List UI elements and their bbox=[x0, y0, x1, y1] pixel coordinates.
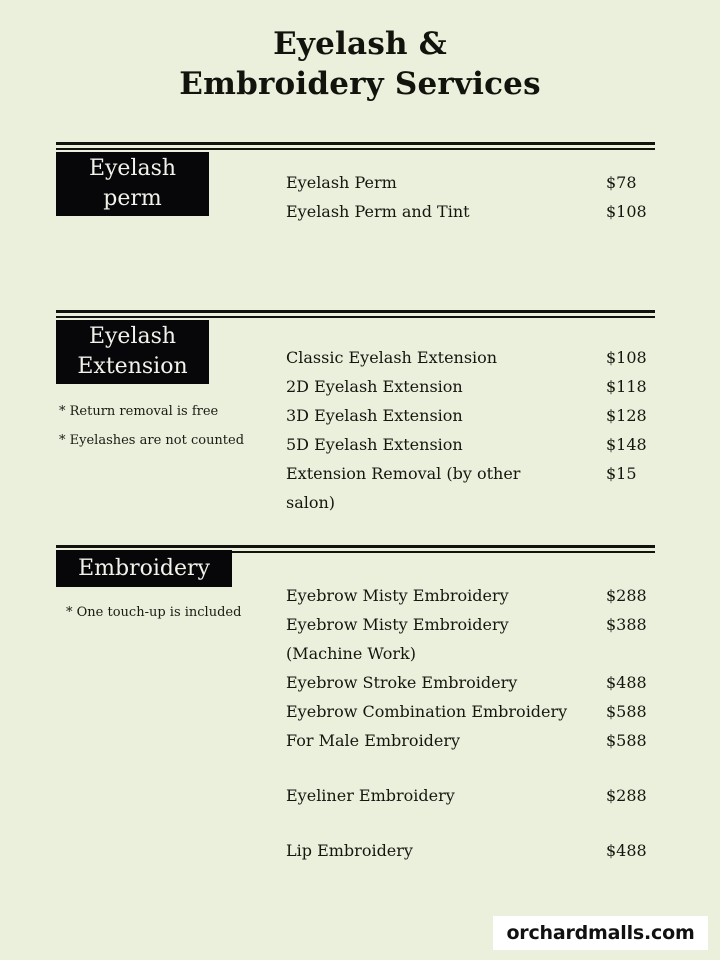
watermark-text: orchardmalls.com bbox=[506, 922, 695, 944]
price-row bbox=[286, 168, 656, 197]
service-name: Eyebrow Combination Embroidery bbox=[286, 702, 568, 721]
section-tag-line-1: Eyelash bbox=[88, 156, 177, 181]
service-price: $288 bbox=[606, 586, 647, 605]
section-tag-line-1: Embroidery bbox=[78, 555, 210, 581]
service-price: $78 bbox=[606, 173, 637, 192]
service-name: 3D Eyelash Extension bbox=[286, 406, 463, 425]
section-divider-rules bbox=[56, 142, 655, 150]
service-price: $108 bbox=[606, 202, 647, 221]
price-list-gap bbox=[286, 755, 656, 781]
service-price: $288 bbox=[606, 786, 647, 805]
price-row bbox=[286, 401, 656, 430]
section-tag-line-2: perm bbox=[103, 186, 162, 211]
price-row bbox=[286, 581, 656, 610]
price-row bbox=[286, 726, 656, 755]
section-note: * Eyelashes are not counted bbox=[59, 433, 245, 448]
price-list-embroidery bbox=[286, 581, 656, 865]
section-note: * One touch-up is included bbox=[66, 605, 242, 620]
price-list-eyelash-perm bbox=[286, 168, 656, 226]
service-price: $588 bbox=[606, 702, 647, 721]
service-name: Eyebrow Misty Embroidery bbox=[286, 615, 509, 634]
service-name: Eyebrow Misty Embroidery bbox=[286, 586, 509, 605]
price-row bbox=[286, 197, 656, 226]
page-title-line-2: Embroidery Services bbox=[179, 66, 541, 102]
service-name: Eyelash Perm bbox=[286, 173, 397, 192]
page-title-line-1: Eyelash & bbox=[273, 26, 447, 62]
page-title bbox=[0, 24, 720, 104]
service-name: 2D Eyelash Extension bbox=[286, 377, 463, 396]
price-row bbox=[286, 343, 656, 372]
service-name: 5D Eyelash Extension bbox=[286, 435, 463, 454]
price-row bbox=[286, 372, 656, 401]
price-row bbox=[286, 697, 656, 726]
service-name-continuation: (Machine Work) bbox=[286, 644, 416, 663]
price-row-continuation bbox=[286, 488, 656, 517]
service-price: $118 bbox=[606, 377, 647, 396]
price-list-gap bbox=[286, 810, 656, 836]
section-tag-eyelash-extension bbox=[56, 320, 209, 384]
price-row bbox=[286, 668, 656, 697]
service-price: $15 bbox=[606, 464, 637, 483]
section-note: * Return removal is free bbox=[59, 404, 219, 419]
service-price: $488 bbox=[606, 673, 647, 692]
service-price: $148 bbox=[606, 435, 647, 454]
price-row-continuation bbox=[286, 639, 656, 668]
price-row bbox=[286, 459, 656, 488]
divider-rule-thin bbox=[56, 148, 655, 150]
divider-rule-thin bbox=[56, 316, 655, 318]
service-name: Extension Removal (by other bbox=[286, 464, 521, 483]
service-price: $588 bbox=[606, 731, 647, 750]
service-price: $488 bbox=[606, 841, 647, 860]
service-name: Eyelash Perm and Tint bbox=[286, 202, 470, 221]
section-tag-embroidery bbox=[56, 550, 232, 587]
section-tag-line-2: Extension bbox=[77, 354, 188, 379]
price-row bbox=[286, 836, 656, 865]
service-price: $388 bbox=[606, 615, 647, 634]
price-list-eyelash-extension bbox=[286, 343, 656, 517]
service-price: $108 bbox=[606, 348, 647, 367]
watermark-badge bbox=[493, 916, 708, 950]
price-row bbox=[286, 430, 656, 459]
price-row bbox=[286, 781, 656, 810]
section-tag-line-1: Eyelash bbox=[88, 324, 177, 349]
service-name: Classic Eyelash Extension bbox=[286, 348, 498, 367]
section-tag-eyelash-perm bbox=[56, 152, 209, 216]
service-name: For Male Embroidery bbox=[286, 731, 461, 750]
service-name: Lip Embroidery bbox=[286, 841, 413, 860]
service-price: $128 bbox=[606, 406, 647, 425]
service-name-continuation: salon) bbox=[286, 493, 336, 512]
service-name: Eyeliner Embroidery bbox=[286, 786, 455, 805]
section-divider-rules bbox=[56, 310, 655, 318]
service-name: Eyebrow Stroke Embroidery bbox=[286, 673, 518, 692]
price-row bbox=[286, 610, 656, 639]
